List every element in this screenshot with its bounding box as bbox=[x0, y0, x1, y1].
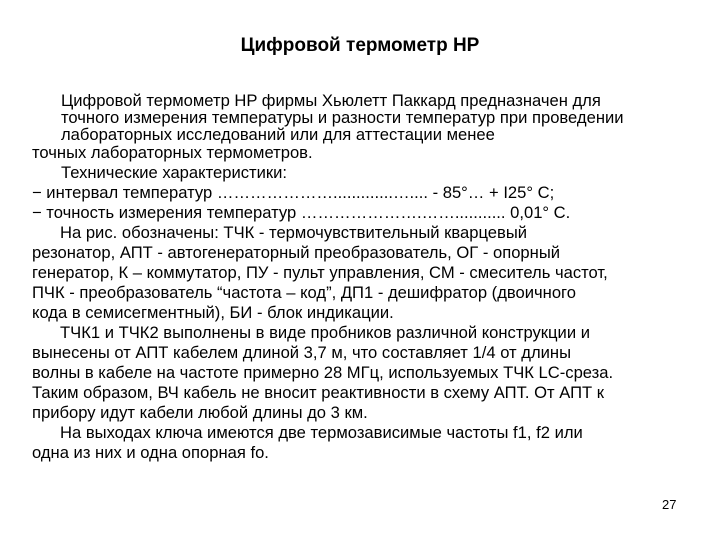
page-number: 27 bbox=[662, 497, 677, 512]
text-line-14: вынесены от АПТ кабелем длиной 3,7 м, что составляет 1/4 от длины bbox=[32, 343, 571, 362]
text-line-18: На выходах ключа имеются две термозависимые частоты f1, f2 или bbox=[60, 423, 583, 442]
text-line-7: − точность измерения температур ………………….……........... 0,01° С. bbox=[32, 203, 571, 222]
text-line-8: На рис. обозначены: ТЧК - термочувствительный кварцевый bbox=[60, 223, 528, 242]
text-line-3: лабораторных исследований или для аттестации менее bbox=[61, 125, 495, 144]
slide-body bbox=[32, 92, 712, 463]
text-line-12: кода в семисегментный), БИ - блок индикации. bbox=[32, 303, 394, 322]
text-line-2: точного измерения температуры и разности температур при проведении bbox=[61, 108, 624, 127]
text-line-16: Таким образом, ВЧ кабель не вносит реактивности в схему АПТ. От АПТ к bbox=[32, 383, 605, 402]
text-line-5: Технические характеристики: bbox=[61, 163, 288, 182]
text-line-4: точных лабораторных термометров. bbox=[32, 143, 313, 162]
text-line-19: одна из них и одна опорная fo. bbox=[32, 443, 269, 462]
text-line-1: Цифровой термометр HP фирмы Хьюлетт Паккард предназначен для bbox=[61, 91, 601, 110]
text-line-6: − интервал температур ………………….............….... - 85°… + I25° C; bbox=[32, 183, 555, 202]
text-line-17: прибору идут кабели любой длины до 3 км. bbox=[32, 403, 368, 422]
text-line-13: ТЧК1 и ТЧК2 выполнены в виде пробников различной конструкции и bbox=[60, 323, 590, 342]
slide-title: Цифровой термометр HP bbox=[240, 35, 480, 56]
text-line-11: ПЧК - преобразователь “частота – код”, ДП1 - дешифратор (двоичного bbox=[32, 283, 576, 302]
text-line-9: резонатор, АПТ - автогенераторный преобразователь, ОГ - опорный bbox=[32, 243, 561, 262]
text-line-15: волны в кабеле на частоте примерно 28 МГц, используемых ТЧК LC-среза. bbox=[32, 363, 614, 382]
text-line-10: генератор, К – коммутатор, ПУ - пульт управления, СМ - смеситель частот, bbox=[32, 263, 608, 282]
